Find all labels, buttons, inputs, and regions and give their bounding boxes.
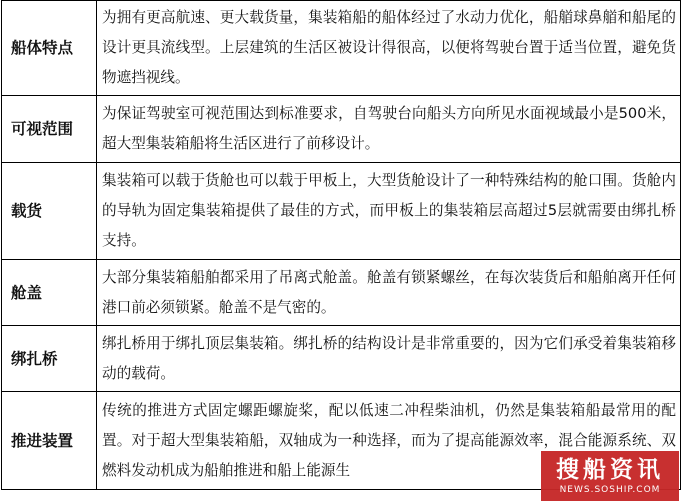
- row-label-cargo: 载货: [2, 163, 97, 260]
- row-text-hull: 为拥有更高航速、更大载货量，集装箱船的船体经过了水动力优化，船艏球鼻艏和船尾的设计更具流线型。上层建筑的生活区被设计得很高，以便将驾驶台置于适当位置，避免货物遮挡视线。: [97, 1, 681, 96]
- row-label-hull: 船体特点: [2, 1, 97, 96]
- row-text-cargo: 集装箱可以载于货舱也可以载于甲板上，大型货舱设计了一种特殊结构的舱口围。货舱内的导轨为固定集装箱提供了最佳的方式，而甲板上的集装箱层高超过5层就需要由绑扎桥支持。: [97, 163, 681, 260]
- row-text-lashing-bridge: 绑扎桥用于绑扎顶层集装箱。绑扎桥的结构设计是非常重要的，因为它们承受着集装箱移动的载荷。: [97, 326, 681, 392]
- row-label-hatch-cover: 舱盖: [2, 260, 97, 326]
- row-label-propulsion: 推进装置: [2, 392, 97, 490]
- watermark-brand: 搜船资讯: [556, 457, 664, 483]
- row-text-hatch-cover: 大部分集装箱船舶都采用了吊离式舱盖。舱盖有锁紧螺丝，在每次装货后和船舶离开任何港口前必须锁紧。舱盖不是气密的。: [97, 260, 681, 326]
- row-text-propulsion: 传统的推进方式固定螺距螺旋桨，配以低速二冲程柴油机，仍然是集装箱船最常用的配置。对于超大型集装箱船，双轴成为一种选择，而为了提高能源效率，混合能源系统、双燃料发动机成为船舶推进和船上能源生: [97, 392, 681, 490]
- table-row: [2, 1, 681, 96]
- row-label-visibility: 可视范围: [2, 96, 97, 163]
- ship-features-table: [1, 0, 681, 490]
- row-label-lashing-bridge: 绑扎桥: [2, 326, 97, 392]
- table-row: [2, 260, 681, 326]
- watermark-url: NEWS.SOSHIP.COM: [559, 485, 661, 495]
- table-row: [2, 96, 681, 163]
- soship-watermark: [541, 451, 679, 501]
- row-text-visibility: 为保证驾驶室可视范围达到标准要求，自驾驶台向船头方向所见水面视域最小是500米，超大型集装箱船将生活区进行了前移设计。: [97, 96, 681, 163]
- table-row: [2, 163, 681, 260]
- table-row: [2, 326, 681, 392]
